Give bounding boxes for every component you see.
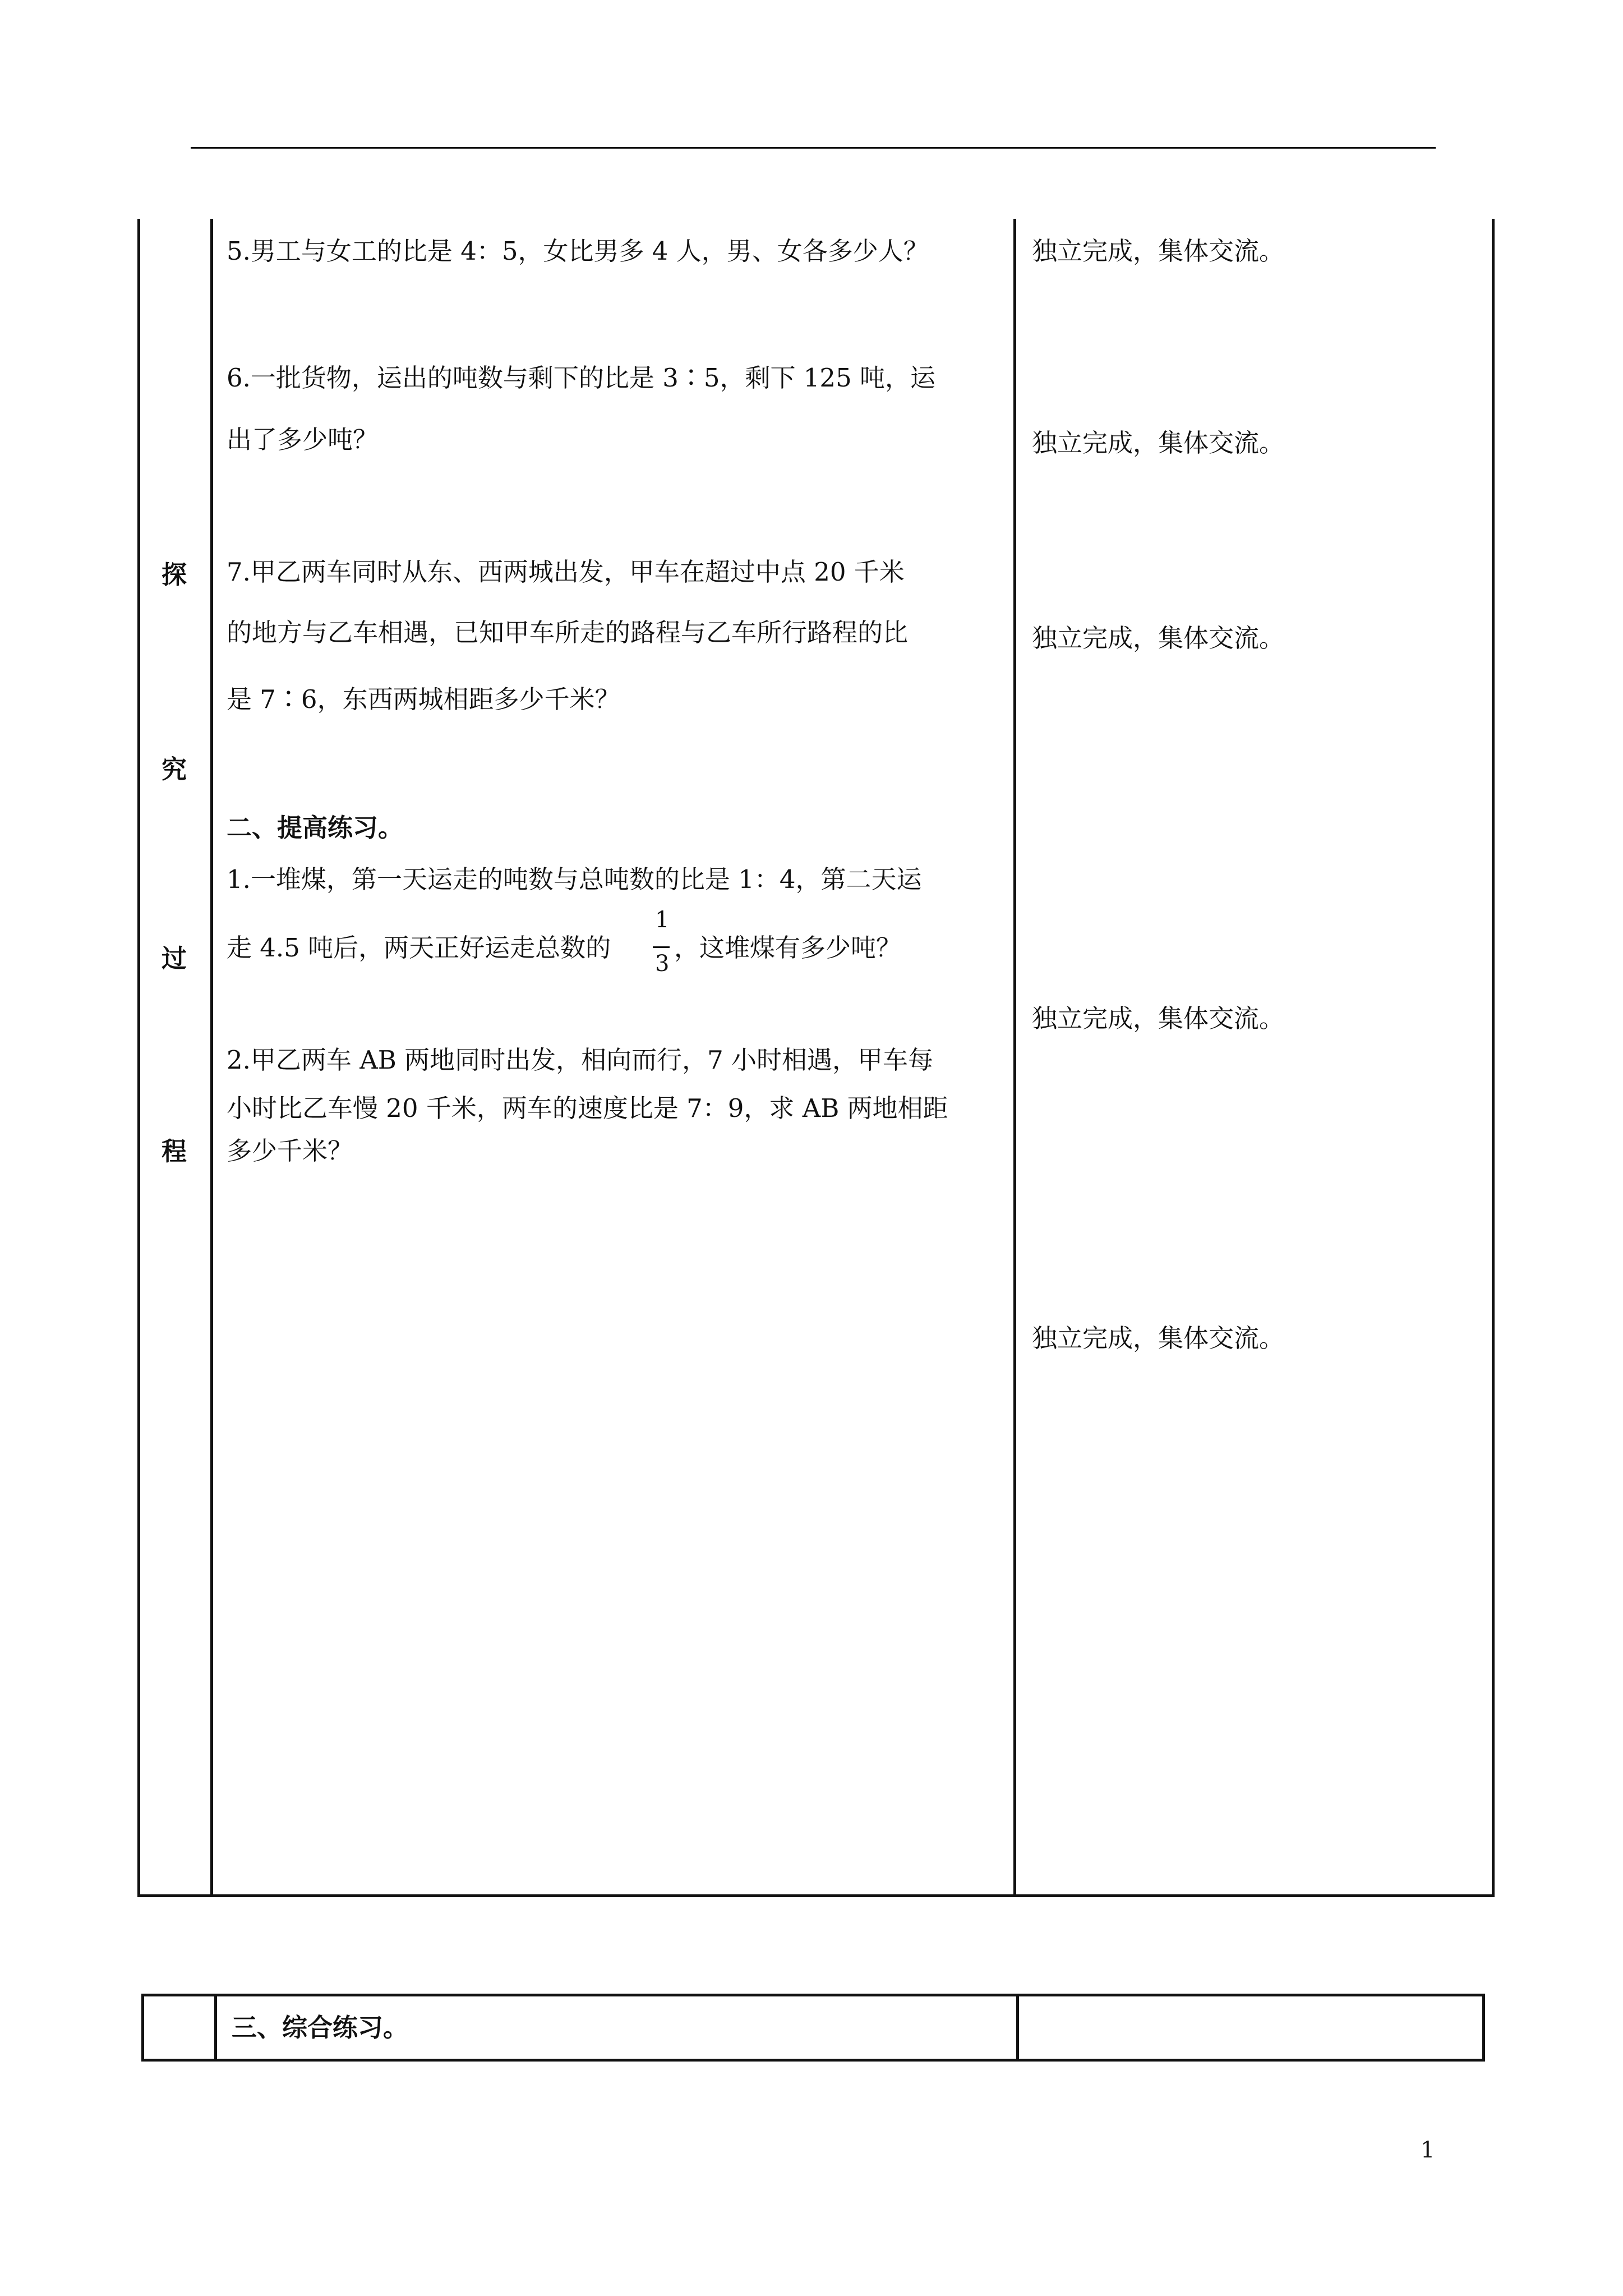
side-label-char: 究 xyxy=(162,754,187,784)
question-7-line1: 7.甲乙两车同时从东、西两城出发，甲车在超过中点 20 千米 xyxy=(227,557,905,587)
note: 独立完成，集体交流。 xyxy=(1032,428,1285,458)
question-5: 5.男工与女工的比是 4：5，女比男多 4 人，男、女各多少人？ xyxy=(227,236,929,266)
practice-1-line2a: 走 4.5 吨后，两天正好运走总数的 xyxy=(227,933,611,963)
fraction-numerator: 1 xyxy=(655,907,670,933)
question-6-line1: 6.一批货物，运出的吨数与剩下的比是 3∶5，剩下 125 吨，运 xyxy=(227,363,936,393)
table2-border-left xyxy=(141,1994,144,2062)
practice-2-line1: 2.甲乙两车 AB 两地同时出发，相向而行，7 小时相遇，甲车每 xyxy=(227,1045,934,1075)
side-label-char: 探 xyxy=(162,560,187,590)
table-border-left xyxy=(137,219,140,1897)
note: 独立完成，集体交流。 xyxy=(1032,1004,1285,1033)
table-border-col1 xyxy=(210,219,213,1897)
question-6-line2: 出了多少吨？ xyxy=(227,425,379,454)
table2-border-right xyxy=(1482,1994,1485,2062)
table-border-right xyxy=(1492,219,1495,1897)
table2-border-col2 xyxy=(1016,1994,1019,2062)
table-border-bottom xyxy=(137,1894,1495,1897)
side-label-char: 程 xyxy=(162,1137,187,1166)
section-3-title: 三、综合练习。 xyxy=(232,2013,409,2042)
fraction-bar xyxy=(653,946,670,948)
fraction-denominator: 3 xyxy=(655,951,670,977)
fraction-one-third xyxy=(651,907,673,980)
table-border-col2 xyxy=(1013,219,1016,1897)
header-rule xyxy=(191,147,1436,149)
section-2-title: 二、提高练习。 xyxy=(227,813,404,843)
note: 独立完成，集体交流。 xyxy=(1032,1323,1285,1353)
practice-1-line2b: ，这堆煤有多少吨？ xyxy=(674,933,902,963)
note: 独立完成，集体交流。 xyxy=(1032,623,1285,653)
practice-2-line2: 小时比乙车慢 20 千米，两车的速度比是 7：9，求 AB 两地相距 xyxy=(227,1093,948,1123)
table2-border-col1 xyxy=(214,1994,217,2062)
side-label-char: 过 xyxy=(162,944,187,973)
question-7-line2: 的地方与乙车相遇，已知甲车所走的路程与乙车所行路程的比 xyxy=(227,618,909,647)
practice-2-line3: 多少千米？ xyxy=(227,1136,353,1166)
page-number: 1 xyxy=(1421,2137,1435,2163)
question-7-line3: 是 7∶6，东西两城相距多少千米？ xyxy=(227,684,620,714)
practice-1-line1: 1.一堆煤，第一天运走的吨数与总吨数的比是 1：4，第二天运 xyxy=(227,864,922,894)
note: 独立完成，集体交流。 xyxy=(1032,236,1285,266)
